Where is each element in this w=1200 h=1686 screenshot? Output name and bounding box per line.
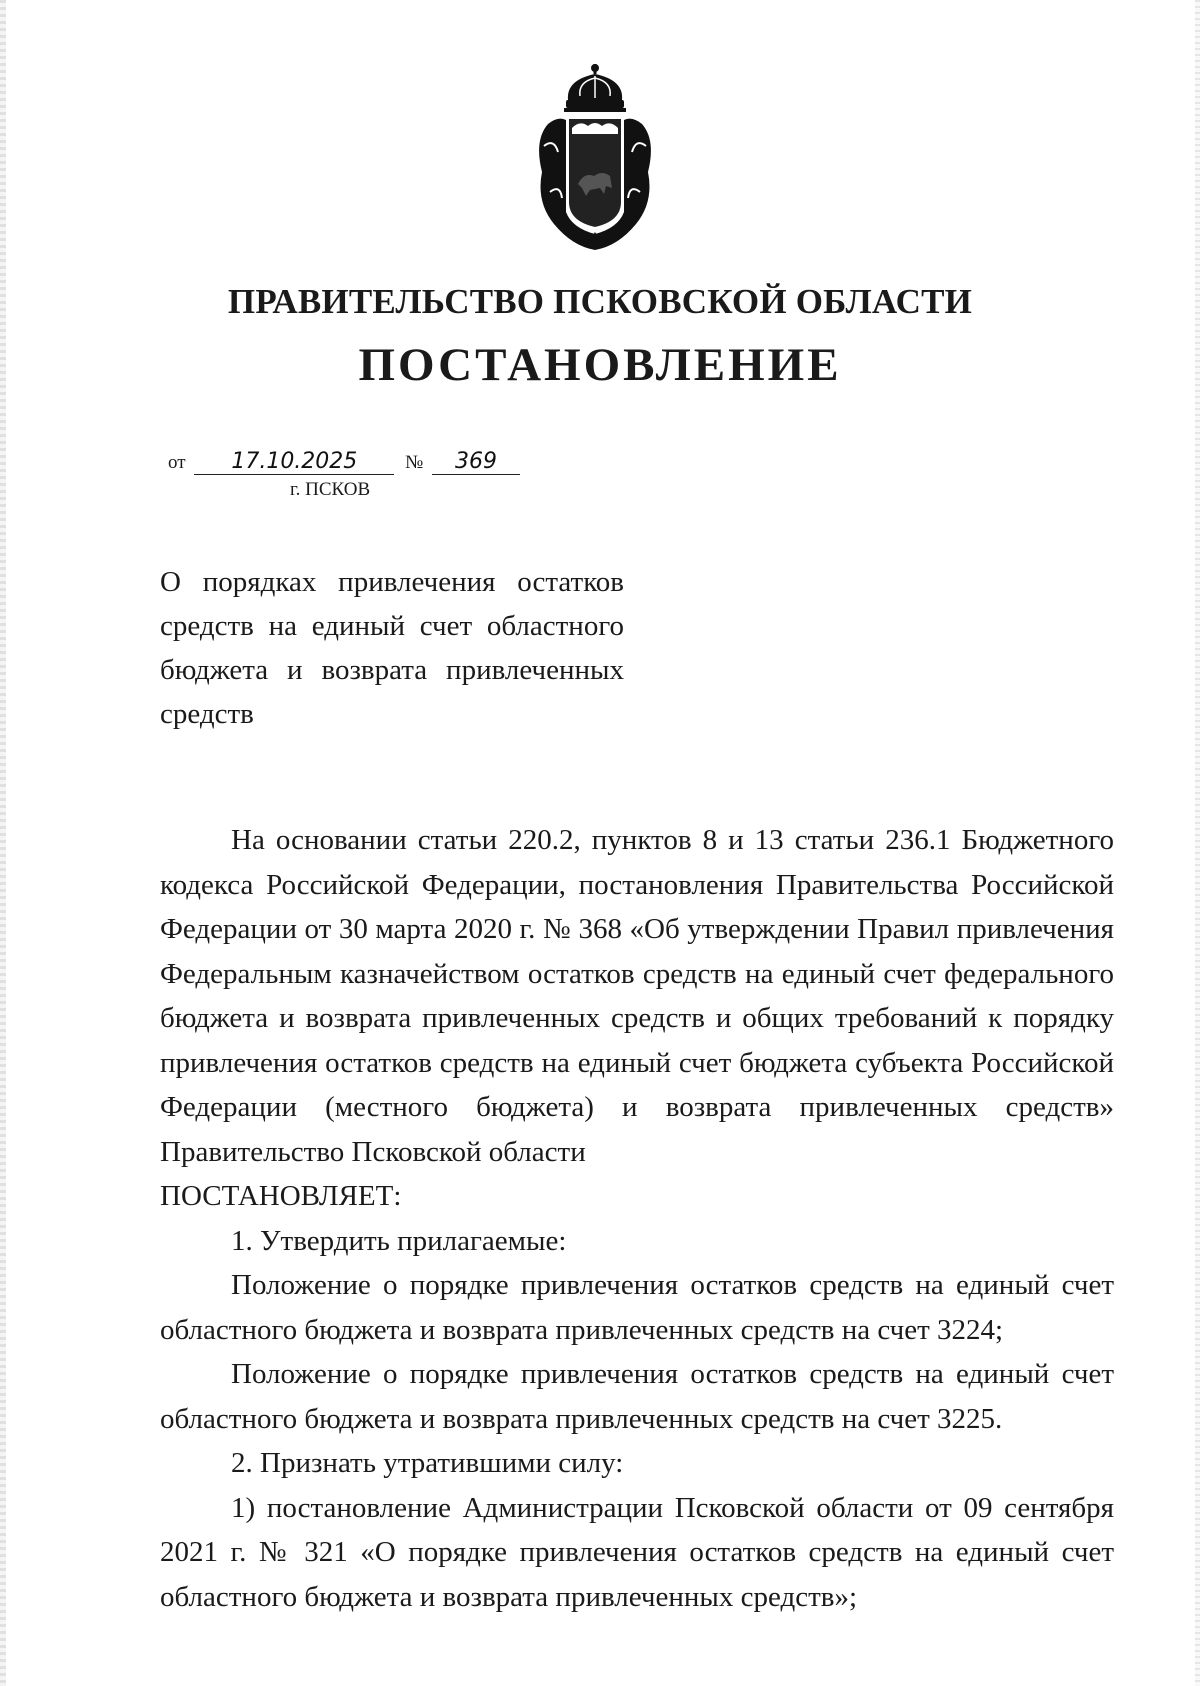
document-body [160, 818, 1114, 1619]
item-1: 1. Утвердить прилагаемые: [231, 1224, 567, 1257]
preamble: На основании статьи 220.2, пунктов 8 и 13 статьи 236.1 Бюджетного кодекса Российской Федерации, постановления Правительства Российской Федерации от 30 марта 2020 г. № 368 «Об утверждении Правил привлечения Федеральным казначейством остатков средств на единый счет федерального бюджета и возврата привлеченных средств и общих требований к порядку привлечения остатков средств на единый счет бюджета субъекта Российской Федерации (местного бюджета) и возврата привлеченных средств» Правительство Псковской области [160, 824, 1114, 1168]
decree-word: ПОСТАНОВЛЯЕТ: [160, 1180, 402, 1212]
number-prefix: № [405, 452, 424, 473]
item-1-a: Положение о порядке привлечения остатков средств на единый счет областного бюджета и возврата привлеченных средств на счет 3224; [160, 1269, 1114, 1346]
coat-of-arms-icon [528, 62, 662, 252]
handwritten-date: 17.10.2025 [194, 450, 394, 475]
item-2: 2. Признать утратившими силу: [231, 1447, 624, 1479]
document-type: ПОСТАНОВЛЕНИЕ [358, 339, 842, 391]
item-2-1: 1) постановление Администрации Псковской области от 09 сентября 2021 г. № 321 «О порядке привлечения остатков средств на единый счет областного бюджета и возврата привлеченных средств»; [160, 1491, 1114, 1613]
item-1-b: Положение о порядке привлечения остатков средств на единый счет областного бюджета и возврата привлеченных средств на счет 3225. [160, 1358, 1114, 1435]
government-title: ПРАВИТЕЛЬСТВО ПСКОВСКОЙ ОБЛАСТИ [227, 282, 973, 321]
document-subject: О порядках привлечения остатков средств на единый счет областного бюджета и возврата привлеченных средств [160, 566, 624, 730]
scan-edge-right [1195, 0, 1200, 1686]
handwritten-number: 369 [432, 450, 520, 475]
scan-edge-left [0, 0, 6, 1686]
date-prefix: от [168, 452, 186, 473]
registration-line [168, 450, 520, 478]
city: г. ПСКОВ [290, 479, 371, 500]
